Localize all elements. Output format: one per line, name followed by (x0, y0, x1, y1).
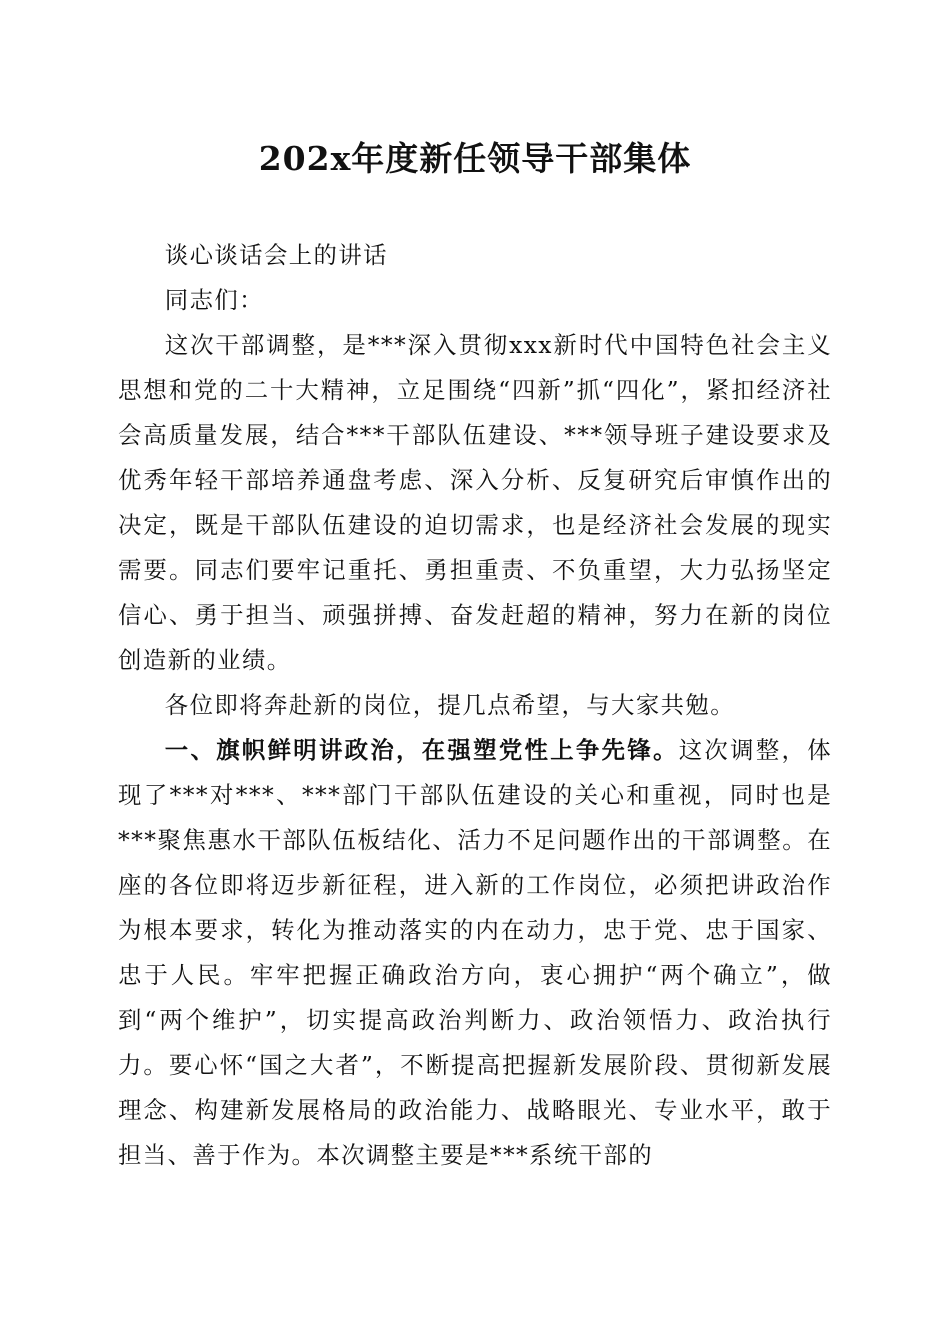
section-1-paragraph (118, 728, 832, 1178)
section-1-heading: 一、旗帜鲜明讲政治，在强塑党性上争先锋。 (164, 736, 679, 764)
document-body (118, 233, 832, 1178)
subtitle-line: 谈心谈话会上的讲话 (164, 241, 388, 269)
paragraph-intro: 这次干部调整，是***深入贯彻xxx新时代中国特色社会主义思想和党的二十大精神，立足围绕“四新”抓“四化”，紧扣经济社会高质量发展，结合***干部队伍建设、***领导班子建设要求及优秀年轻干部培养通盘考虑、深入分析、反复研究后审慎作出的决定，既是干部队伍建设的迫切需求，也是经济社会发展的现实需要。同志们要牢记重托、勇担重责、不负重望，大力弘扬坚定信心、勇于担当、顽强拼搏、奋发赶超的精神，努力在新的岗位创造新的业绩。 (118, 331, 832, 674)
salutation: 同志们： (164, 286, 264, 314)
section-1-text: 这次调整，体现了***对***、***部门干部队伍建设的关心和重视，同时也是***聚焦惠水干部队伍板结化、活力不足问题作出的干部调整。在座的各位即将迈步新征程，进入新的工作岗位，必须把讲政治作为根本要求，转化为推动落实的内在动力，忠于党、忠于国家、忠于人民。牢牢把握正确政治方向，衷心拥护“两个确立”，做到“两个维护”，切实提高政治判断力、政治领悟力、政治执行力。要心怀“国之大者”，不断提高把握新发展阶段、贯彻新发展理念、构建新发展格局的政治能力、战略眼光、专业水平，敢于担当、善于作为。本次调整主要是***系统干部的 (118, 736, 833, 1169)
paragraph-wishes: 各位即将奔赴新的岗位，提几点希望，与大家共勉。 (164, 691, 735, 719)
document-title: 202x年度新任领导干部集体 (258, 139, 692, 178)
